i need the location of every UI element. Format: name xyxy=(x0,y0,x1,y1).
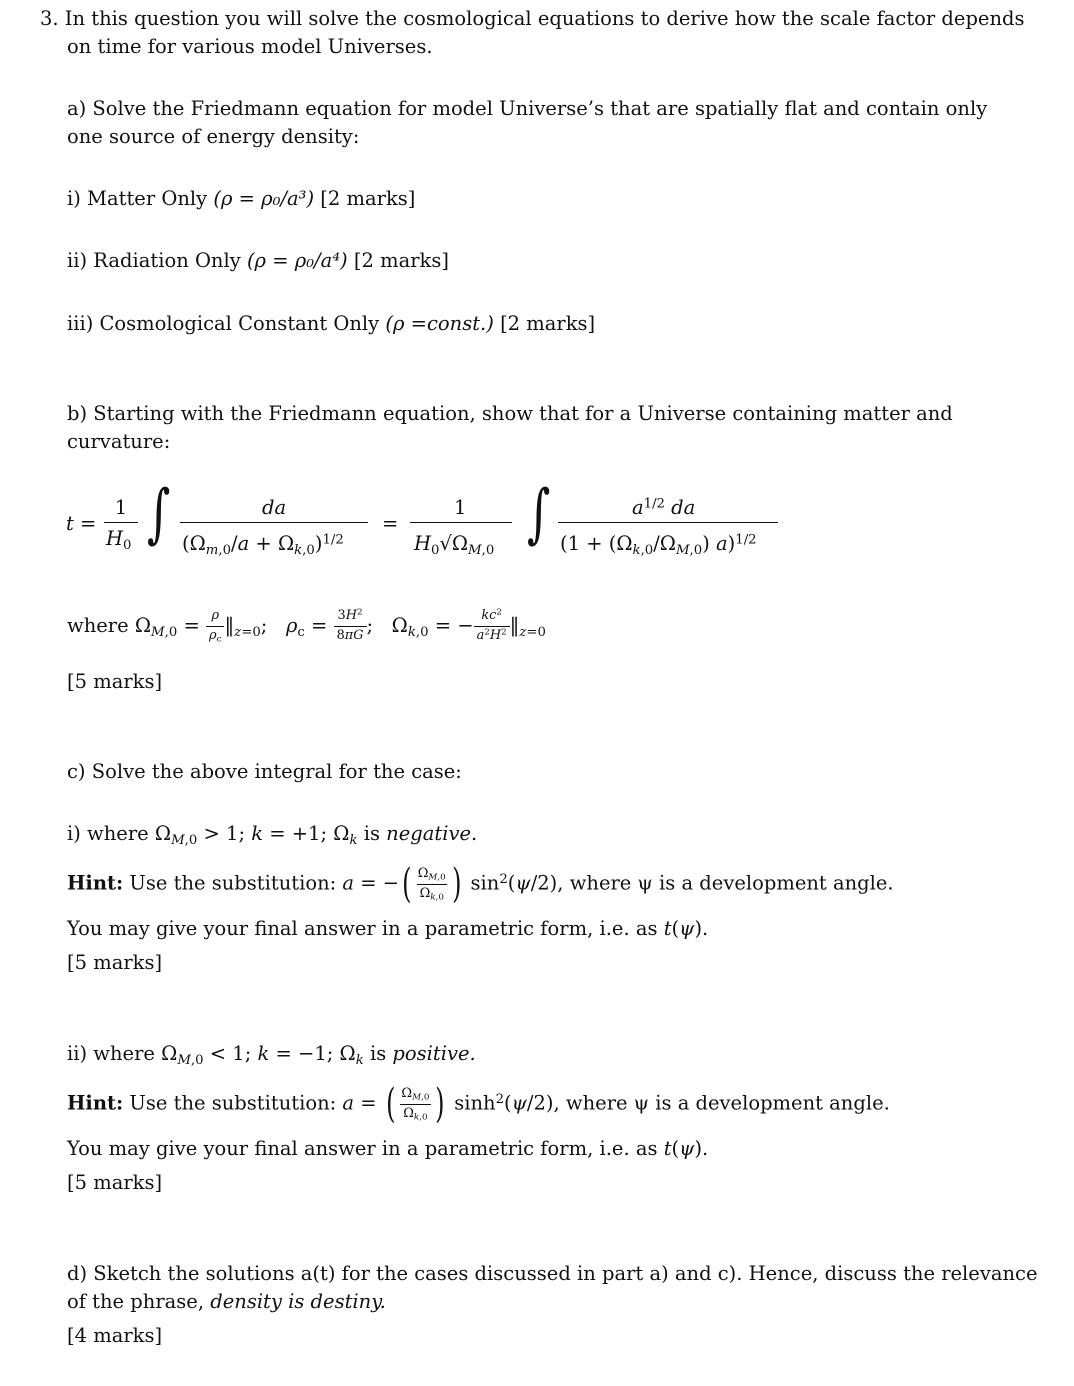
part-a-iii-equation: (ρ =const.) xyxy=(385,312,494,335)
part-b-line1: b) Starting with the Friedmann equation, show that for a Universe containing matter and xyxy=(67,402,953,425)
where-label: where xyxy=(67,613,129,637)
part-a-line1: a) Solve the Friedmann equation for model Universe’s that are spatially flat and contain only xyxy=(67,97,988,120)
part-c-ii-marks: [5 marks] xyxy=(67,1171,163,1194)
part-c-i-hint-tail: , where ψ is a development angle. xyxy=(557,871,894,895)
part-d-line2-prefix: of the phrase, xyxy=(67,1290,205,1313)
part-a-line2: one source of energy density: xyxy=(67,125,360,148)
part-a-i-label: i) Matter Only xyxy=(67,187,208,210)
question-intro-line2: on time for various model Universes. xyxy=(67,35,433,58)
part-c-ii-sign: positive. xyxy=(392,1042,476,1065)
part-d-line2-italic: density is destiny. xyxy=(210,1290,386,1313)
part-a-i-marks: [2 marks] xyxy=(320,187,416,210)
part-c-ii-hint-tail: , where ψ is a development angle. xyxy=(553,1091,890,1115)
part-b-marks: [5 marks] xyxy=(67,670,163,693)
part-a-ii-marks: [2 marks] xyxy=(353,249,449,272)
integral-equation: t = 1 $H_0$ ∫ da $(\Omega_{m,0}/a + \Omega_{k,0})^{1/2}$ = 1 $H_0√\Omega_{M,0}$ ∫ $a^{1/2}$ da ($1 + (\Omega_{k,0}/\Omega_{M,0})$ a)$^{1/2}$ xyxy=(60,478,800,578)
part-c-i-param-text: You may give your final answer in a parametric form, i.e. as xyxy=(67,917,658,940)
part-c-i-sign: negative. xyxy=(386,822,478,845)
part-c-intro: c) Solve the above integral for the case: xyxy=(67,760,462,783)
part-c-i-is: is xyxy=(363,822,380,845)
part-c-ii-condition: ii) where $\Omega_{M,0} < 1$; k = −1; $\Omega_k$ is positive. xyxy=(67,1042,476,1068)
part-a-ii xyxy=(67,251,449,271)
part-a-i-equation: (ρ = ρ₀/a³) xyxy=(213,187,315,210)
part-a-iii-marks: [2 marks] xyxy=(500,312,596,335)
part-c-i-hint: Hint: Use the substitution: a = −( $\frac{\Omega_{M,0}}{\Omega_{k,0}}$ ) $\sin^2(\psi/2)$, where ψ is a development angle. xyxy=(67,861,894,907)
part-c-ii-hint: Hint: Use the substitution: a = ( $\frac{\Omega_{M,0}}{\Omega_{k,0}}$ ) $\sinh^2(\psi/2)$, where ψ is a development angle. xyxy=(67,1081,890,1127)
part-c-i-hint-label: Hint: xyxy=(67,871,124,895)
part-a-i xyxy=(67,189,415,209)
part-c-ii-prefix: ii) where xyxy=(67,1042,155,1065)
part-a-iii-label: iii) Cosmological Constant Only xyxy=(67,312,380,335)
part-c-i-prefix: i) where xyxy=(67,822,149,845)
part-c-ii-param: You may give your final answer in a parametric form, i.e. as t(ψ). xyxy=(67,1137,709,1160)
part-a-ii-label: ii) Radiation Only xyxy=(67,249,241,272)
part-b-where: where $\Omega_{M,0}$ = $\frac{\rho}{\rho_c}$ $‖_{z=0}$; $\rho_c$ = $\frac{3H^2}{8\pi G}$ ; $\Omega_{k,0}$ = − $\frac{kc^2}{a^2H^2}$ $‖_{z=0}$ xyxy=(67,607,546,645)
part-a-ii-equation: (ρ = ρ₀/a⁴) xyxy=(246,249,348,272)
part-c-i-condition: i) where $\Omega_{M,0} > 1$; k = +1; $\Omega_k$ is negative. xyxy=(67,822,478,848)
part-b-line2: curvature: xyxy=(67,430,171,453)
question-intro-line1: 3. In this question you will solve the cosmological equations to derive how the scale factor depends xyxy=(40,7,1025,30)
part-d-line2 xyxy=(67,1292,386,1312)
part-c-ii-is: is xyxy=(369,1042,387,1065)
part-c-ii-hint-label: Hint: xyxy=(67,1091,124,1115)
part-c-i-marks: [5 marks] xyxy=(67,951,163,974)
part-c-ii-hint-text: Use the substitution: xyxy=(129,1091,337,1115)
part-d-marks: [4 marks] xyxy=(67,1324,163,1347)
part-c-i-hint-text: Use the substitution: xyxy=(129,871,337,895)
part-d-line1: d) Sketch the solutions a(t) for the cases discussed in part a) and c). Hence, discuss the relevance xyxy=(67,1262,1038,1285)
part-c-ii-param-text: You may give your final answer in a parametric form, i.e. as xyxy=(67,1137,658,1160)
part-a-iii xyxy=(67,314,595,334)
part-c-i-param: You may give your final answer in a parametric form, i.e. as t(ψ). xyxy=(67,917,709,940)
